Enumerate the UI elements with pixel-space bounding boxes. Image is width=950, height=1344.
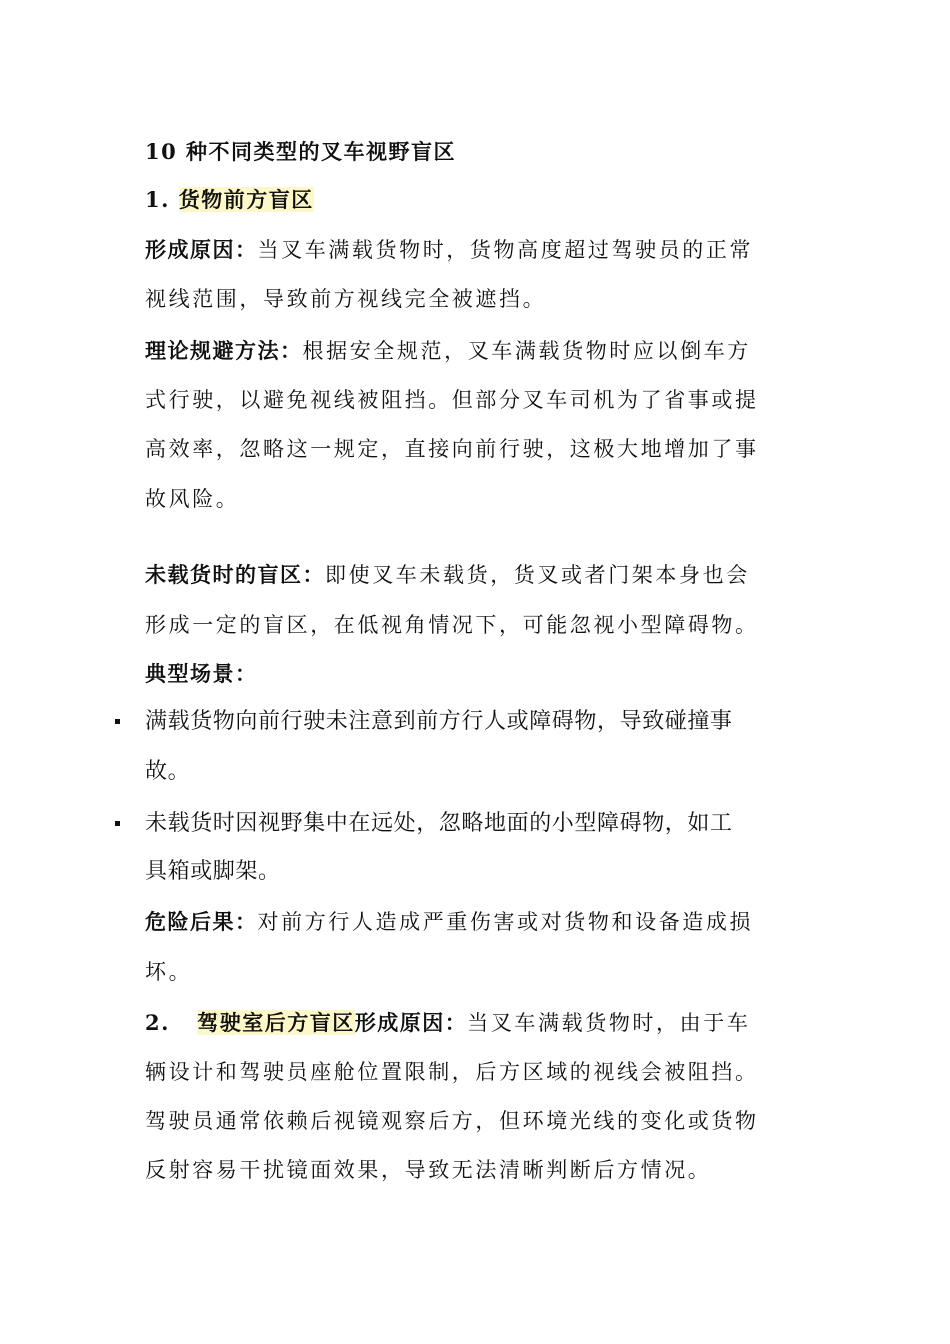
consequence-text: 对前方行人造成严重伤害或对货物和设备造成损 [257,910,754,934]
section-2-cause-text: 当叉车满载货物时，由于车 [467,1011,751,1035]
section-1-cause-line-1 [145,235,753,265]
bullet-1-marker [115,719,120,724]
section-2-line-2: 辆设计和驾驶员座舱位置限制，后方区域的视线会被阻挡。 [145,1060,759,1084]
section-1-avoid-line-3: 高效率，忽略这一规定，直接向前行驶，这极大地增加了事 [145,437,759,461]
document-title: 10 种不同类型的叉车视野盲区 [145,139,457,164]
cause-label: 形成原因： [145,237,258,262]
section-2-line-4: 反射容易干扰镜面效果，导致无法清晰判断后方情况。 [145,1158,712,1182]
bullet-2-marker [115,821,120,826]
section-1-unloaded-line-1 [145,560,750,590]
section-1-cause-line-2: 视线范围，导致前方视线完全被遮挡。 [145,287,547,311]
section-2-heading: 驾驶室后方盲区 [197,1010,355,1035]
section-2-number: 2. [145,1010,170,1035]
avoid-text: 根据安全规范，叉车满载货物时应以倒车方 [302,339,751,363]
bullet-1-line-1: 满载货物向前行驶未注意到前方行人或障碍物，导致碰撞事 [145,709,733,734]
section-1-avoid-line-4: 故风险。 [145,487,240,511]
section-1-heading [145,185,314,215]
section-1-avoid-line-1 [145,336,751,366]
section-1-consequence-line-2: 坏。 [145,960,193,984]
consequence-label: 危险后果： [145,909,258,934]
scenario-label: 典型场景： [145,661,258,686]
section-1-number: 1. [145,187,170,212]
section-2-cause-label: 形成原因： [354,1010,468,1035]
section-1-consequence-line-1 [145,907,753,937]
bullet-2-line-1: 未载货时因视野集中在远处，忽略地面的小型障碍物，如工 [145,811,733,836]
section-1-unloaded-line-2: 形成一定的盲区，在低视角情况下，可能忽视小型障碍物。 [145,613,759,637]
bullet-2-line-2: 具箱或脚架。 [145,859,281,884]
cause-text: 当叉车满载货物时，货物高度超过驾驶员的正常 [257,238,754,262]
section-1-heading-text: 货物前方盲区 [178,187,314,212]
unloaded-label: 未载货时的盲区： [145,562,325,587]
unloaded-text: 即使叉车未载货，货叉或者门架本身也会 [325,563,750,587]
avoid-label: 理论规避方法： [145,338,303,363]
bullet-1-line-2: 故。 [145,759,191,784]
section-2-line-1 [145,1008,750,1038]
section-2-line-3: 驾驶员通常依赖后视镜观察后方，但环境光线的变化或货物 [145,1109,759,1133]
section-1-avoid-line-2: 式行驶，以避免视线被阻挡。但部分叉车司机为了省事或提 [145,388,759,412]
